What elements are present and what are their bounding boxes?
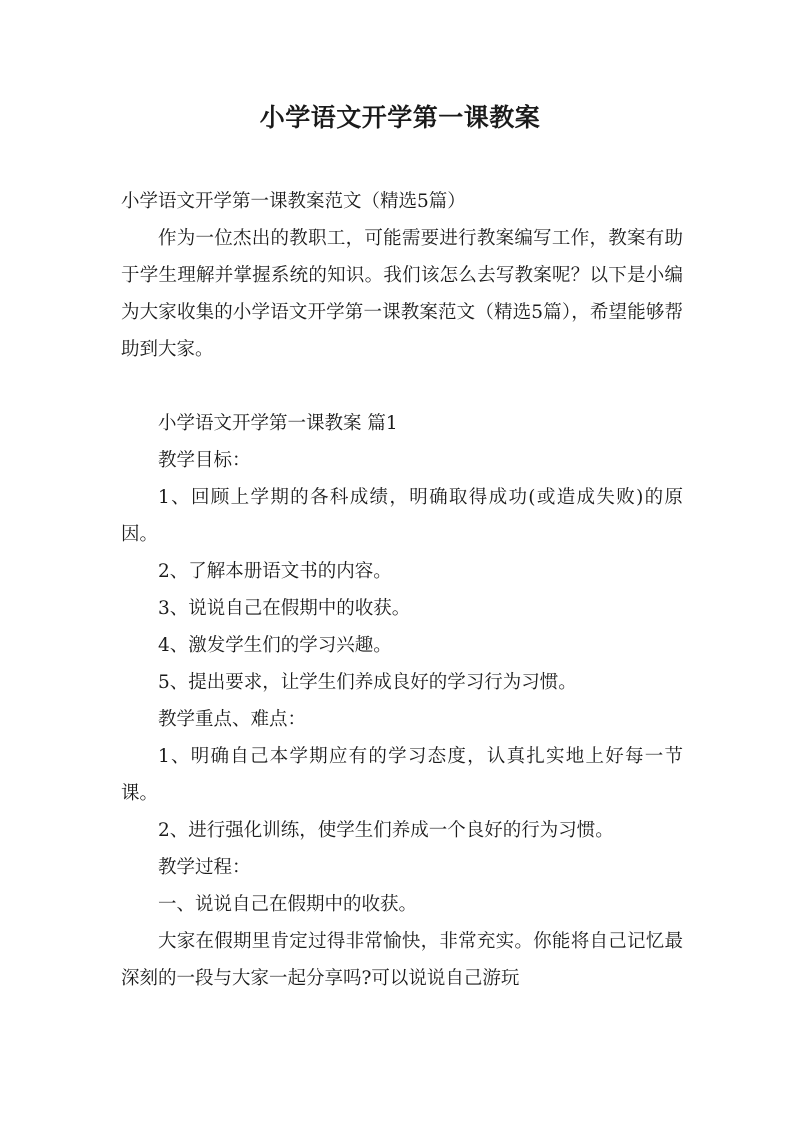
document-subtitle: 小学语文开学第一课教案范文（精选5篇） (121, 191, 466, 212)
key-points-heading: 教学重点、难点： (158, 709, 307, 730)
process-heading: 教学过程： (158, 857, 251, 878)
goal-item: 2、了解本册语文书的内容。 (158, 561, 392, 582)
document-title: 小学语文开学第一课教案 (259, 103, 541, 132)
process-paragraph: 大家在假期里肯定过得非常愉快，非常充实。你能将自己记忆最深刻的一段与大家一起分享吗?可以说说自己游玩 (121, 931, 683, 989)
document-body (121, 183, 683, 997)
process-step: 一、说说自己在假期中的收获。 (158, 894, 418, 915)
goal-item: 4、激发学生们的学习兴趣。 (158, 635, 392, 656)
section-heading: 小学语文开学第一课教案 篇1 (158, 413, 398, 434)
goals-heading: 教学目标： (158, 450, 251, 471)
goal-item: 5、提出要求，让学生们养成良好的学习行为习惯。 (158, 672, 577, 693)
goal-item: 1、回顾上学期的各科成绩，明确取得成功(或造成失败)的原因。 (121, 487, 683, 545)
intro-paragraph: 作为一位杰出的教职工，可能需要进行教案编写工作，教案有助于学生理解并掌握系统的知识。我们该怎么去写教案呢？以下是小编为大家收集的小学语文开学第一课教案范文（精选5篇），希望能够帮助到大家。 (121, 228, 683, 360)
goal-item: 3、说说自己在假期中的收获。 (158, 598, 411, 619)
key-point-item: 1、明确自己本学期应有的学习态度，认真扎实地上好每一节课。 (121, 746, 683, 804)
key-point-item: 2、进行强化训练，使学生们养成一个良好的行为习惯。 (158, 820, 614, 841)
